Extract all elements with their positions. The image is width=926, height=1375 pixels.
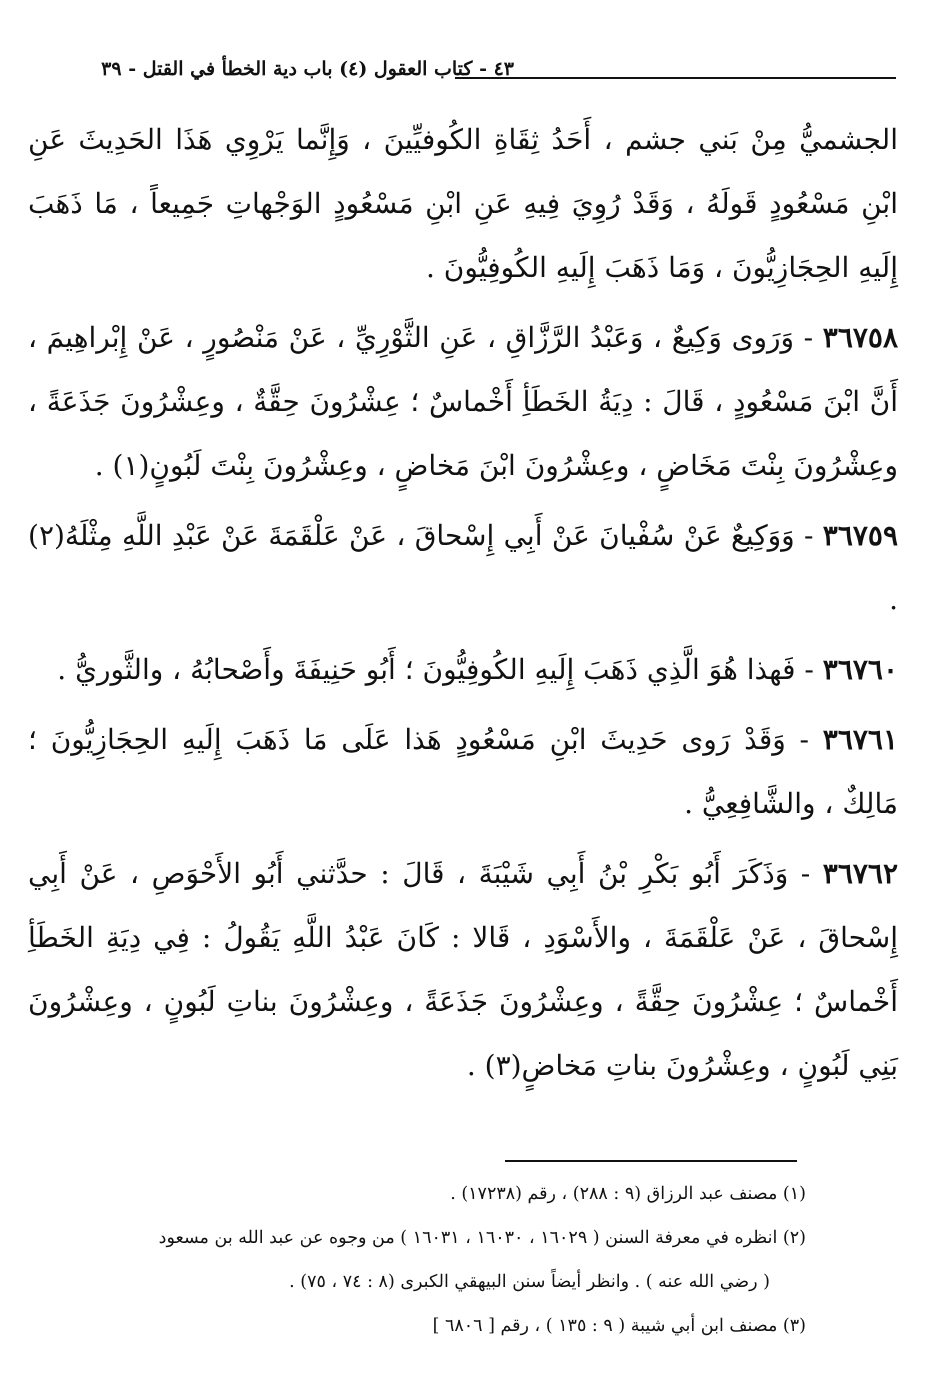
header-text: ٤٣ - كتاب العقول (٤) باب دية الخطأ في القتل - ٣٩ (101, 58, 514, 80)
paragraph-text: - وَقَدْ رَوى حَدِيثَ ابْنِ مَسْعُودٍ هَذا عَلَى مَا ذَهَبَ إِلَيهِ الحِجَازِيُّونَ ؛ مَالِكٌ ، والشَّافِعِيُّ . (28, 723, 898, 820)
footnote-1: (١) مصنف عبد الرزاق (٩ : ٢٨٨) ، رقم (١٧٢٣٨) . (450, 1184, 806, 1204)
paragraph-number: ٣٦٧٥٩ (822, 519, 898, 552)
footnote-2-continued: ( رضي الله عنه ) . وانظر أيضاً سنن البيهقي الكبرى (٨ : ٧٤ ، ٧٥) . (289, 1272, 770, 1292)
paragraph-continuation (28, 108, 898, 300)
paragraph-text: - وَوَكِيعٌ عَنْ سُفْيانَ عَنْ أَبِي إِسْحاقَ ، عَنْ عَلْقَمَةَ عَنْ عَبْدِ اللَّهِ مِثْلَهُ(٢) . (28, 519, 898, 616)
paragraph-36759 (28, 504, 898, 632)
header-rule (455, 77, 896, 79)
paragraph-text: الجشميُّ مِنْ بَني جشم ، أَحَدُ ثِقَاةِ الكُوفيِّينَ ، وَإِنَّما يَرْوِي هَذَا الحَدِيثَ عَنِ ابْنِ مَسْعُودٍ قَولَهُ ، وَقَدْ رُوِيَ فِيهِ عَنِ ابْنِ مَسْعُودٍ الوَجْهاتِ جَمِيعاً ، مَا ذَهَبَ إِلَيهِ الحِجَازِيُّونَ ، وَمَا ذَهَبَ إِلَيهِ الكُوفِيُّونَ . (28, 123, 898, 284)
main-text (28, 108, 898, 1104)
footnote-2: (٢) انظره في معرفة السنن ( ١٦٠٢٩ ، ١٦٠٣٠ ، ١٦٠٣١ ) من وجوه عن عبد الله بن مسعود (158, 1228, 806, 1248)
footnotes (24, 1172, 806, 1348)
footnote-separator (505, 1160, 797, 1162)
paragraph-36762 (28, 842, 898, 1098)
paragraph-text: - وَرَوى وَكِيعٌ ، وَعَبْدُ الرَّزَّاقِ ، عَنِ الثَّوْرِيِّ ، عَنْ مَنْصُورٍ ، عَنْ إِبْراهِيمَ ، أَنَّ ابْنَ مَسْعُودٍ ، قَالَ : دِيَةُ الخَطَأِ أَخْماسٌ ؛ عِشْرُونَ حِقَّةٌ ، وعِشْرُونَ جَذَعَةً ، وعِشْرُونَ بِنْتَ مَخَاضٍ ، وعِشْرُونَ ابْنَ مَخاضٍ ، وعِشْرُونَ بِنْتَ لَبُونٍ(١) . (28, 321, 898, 482)
paragraph-text: - فَهذا هُوَ الَّذِي ذَهَبَ إِلَيهِ الكُوفِيُّونَ ؛ أَبُو حَنِيفَةَ وأَصْحابُهُ ، والثَّوريُّ . (57, 653, 823, 686)
footnote-3: (٣) مصنف ابن أبي شيبة ( ٩ : ١٣٥ ) ، رقم [ ٦٨٠٦ ] (432, 1316, 806, 1336)
paragraph-number: ٣٦٧٦١ (822, 723, 898, 756)
paragraph-number: ٣٦٧٥٨ (822, 321, 898, 354)
paragraph-number: ٣٦٧٦٠ (822, 653, 898, 686)
paragraph-36761 (28, 708, 898, 836)
paragraph-text: - وَذَكَرَ أَبُو بَكْرِ بْنُ أَبِي شَيْبَةَ ، قَالَ : حدَّثني أَبُو الأَحْوَصِ ، عَنْ أَبِي إِسْحاقَ ، عَنْ عَلْقَمَةَ ، والأَسْوَدِ ، قَالا : كَانَ عَبْدُ اللَّهِ يَقُولُ : فِي دِيَةِ الخَطَأِ أَخْماسٌ ؛ عِشْرُونَ حِقَّةً ، وعِشْرُونَ جَذَعَةً ، وعِشْرُونَ بناتِ لَبُونٍ ، وعِشْرُونَ بَنِي لَبُونٍ ، وعِشْرُونَ بناتِ مَخاضٍ(٣) . (28, 857, 898, 1082)
paragraph-36758 (28, 306, 898, 498)
running-header (30, 56, 896, 96)
paragraph-36760 (28, 638, 898, 702)
paragraph-number: ٣٦٧٦٢ (822, 857, 898, 890)
